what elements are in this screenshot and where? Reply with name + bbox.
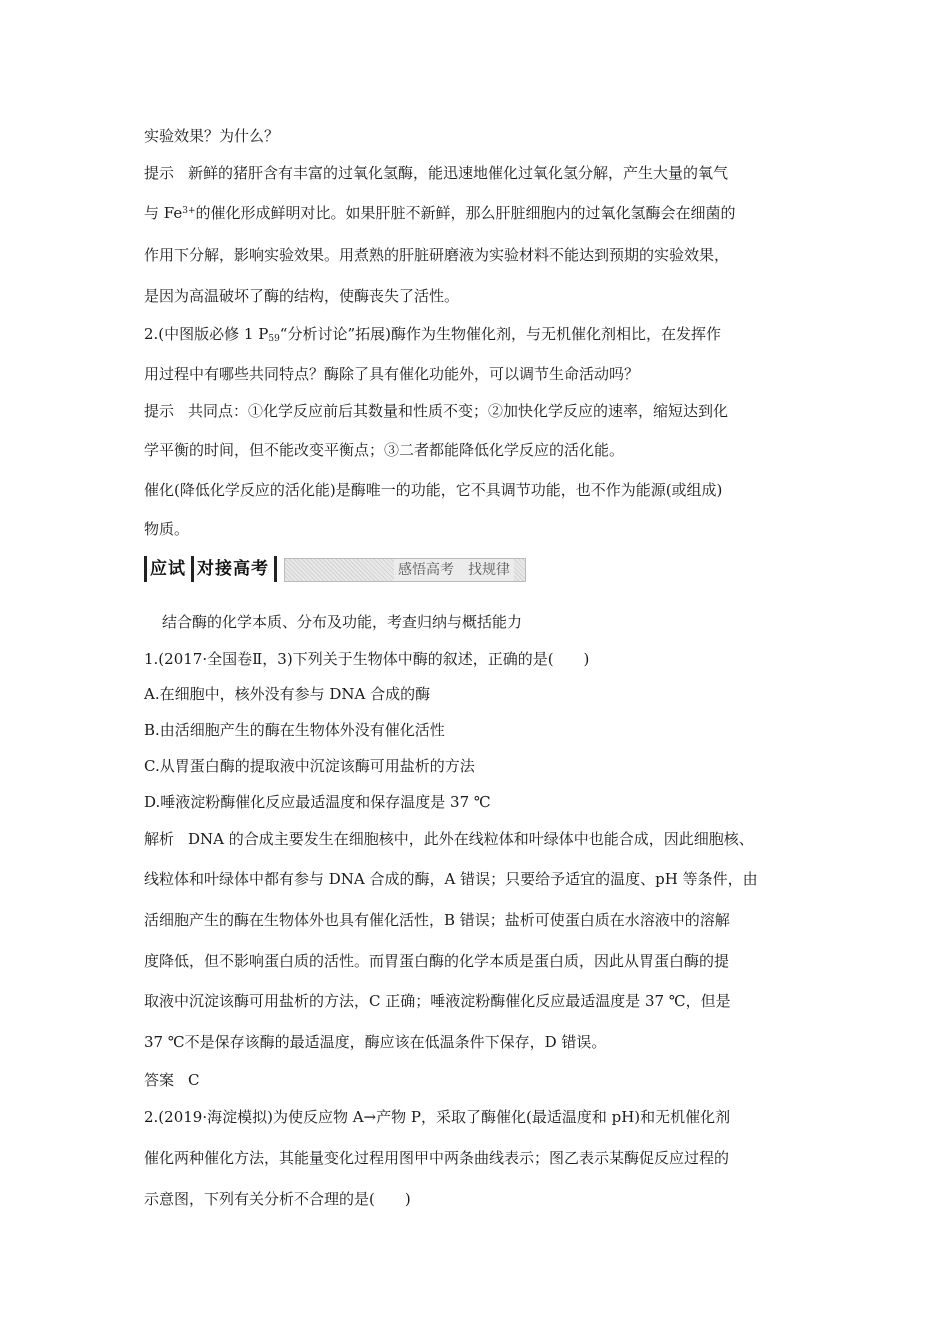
text-fe: 与 Fe bbox=[144, 204, 183, 222]
q1-tail-line-1: 实验效果？为什么？ bbox=[144, 127, 280, 145]
q1-hint-line-1 bbox=[144, 163, 728, 183]
ex1-analysis-line-4: 度降低，但不影响蛋白质的活性。而胃蛋白酶的化学本质是蛋白质，因此从胃蛋白酶的提 bbox=[144, 952, 730, 970]
analysis-text: DNA 的合成主要发生在细胞核中，此外在线粒体和叶绿体中也能合成，因此细胞核、 bbox=[188, 830, 754, 848]
ex1-option-a: A.在细胞中，核外没有参与 DNA 合成的酶 bbox=[144, 685, 431, 703]
ex1-answer bbox=[144, 1070, 200, 1090]
banner-bar-3 bbox=[274, 556, 277, 582]
section-banner bbox=[144, 555, 524, 583]
q2-hint-line-4: 物质。 bbox=[144, 520, 190, 538]
banner-bar-2 bbox=[191, 556, 194, 582]
section-intro: 结合酶的化学本质、分布及功能，考查归纳与概括能力 bbox=[162, 613, 523, 631]
ex1-option-b: B.由活细胞产生的酶在生物体外没有催化活性 bbox=[144, 721, 445, 739]
page-subscript: 59 bbox=[268, 334, 280, 344]
ex1-analysis-line-6: 37 ℃不是保存该酶的最适温度，酶应该在低温条件下保存，D 错误。 bbox=[144, 1033, 607, 1051]
ex1-analysis-line-3: 活细胞产生的酶在生物体外也具有催化活性，B 错误；盐析可使蛋白质在水溶液中的溶解 bbox=[144, 911, 730, 929]
q2-hint-line-1 bbox=[144, 401, 728, 421]
superscript-3plus: 3+ bbox=[182, 206, 196, 216]
banner-word-1: 应试 bbox=[150, 559, 186, 579]
answer-value: C bbox=[188, 1071, 200, 1089]
hint-text: 共同点：①化学反应前后其数量和性质不变；②加快化学反应的速率，缩短达到化 bbox=[188, 402, 729, 420]
ex1-analysis-line-2: 线粒体和叶绿体中都有参与 DNA 合成的酶，A 错误；只要给予适宜的温度、pH 等条件，由 bbox=[144, 870, 758, 888]
hint-text: 新鲜的猪肝含有丰富的过氧化氢酶，能迅速地催化过氧化氢分解，产生大量的氧气 bbox=[188, 164, 729, 182]
ex1-option-c: C.从胃蛋白酶的提取液中沉淀该酶可用盐析的方法 bbox=[144, 757, 475, 775]
analysis-label: 解析 bbox=[144, 830, 175, 848]
q2-source: 2.(中图版必修 1 P bbox=[144, 325, 269, 343]
q1-hint-line-4: 是因为高温破坏了酶的结构，使酶丧失了活性。 bbox=[144, 287, 460, 305]
q2-line-2: 用过程中有哪些共同特点？酶除了具有催化功能外，可以调节生命活动吗？ bbox=[144, 365, 640, 383]
hint-label: 提示 bbox=[144, 402, 175, 420]
q2-question: “分析讨论”拓展)酶作为生物催化剂，与无机催化剂相比，在发挥作 bbox=[279, 325, 721, 343]
ex2-line-2: 催化两种催化方法，其能量变化过程用图甲中两条曲线表示；图乙表示某酶促反应过程的 bbox=[144, 1149, 730, 1167]
banner-bar-1 bbox=[144, 556, 147, 582]
ex1-analysis-line-1 bbox=[144, 829, 754, 849]
banner-word-2: 对接高考 bbox=[197, 559, 269, 579]
ex1-stem: 1.(2017·全国卷Ⅱ，3)下列关于生物体中酶的叙述，正确的是( ) bbox=[144, 650, 590, 668]
q2-line-1 bbox=[144, 324, 721, 344]
answer-label: 答案 bbox=[144, 1071, 175, 1089]
q1-hint-line-2 bbox=[144, 203, 736, 223]
q2-hint-line-3: 催化(降低化学反应的活化能)是酶唯一的功能，它不具调节功能，也不作为能源(或组成) bbox=[144, 481, 723, 499]
ex1-option-d: D.唾液淀粉酶催化反应最适温度和保存温度是 37 ℃ bbox=[144, 793, 491, 811]
hint-label: 提示 bbox=[144, 164, 175, 182]
q1-hint-line-3: 作用下分解，影响实验效果。用煮熟的肝脏研磨液为实验材料不能达到预期的实验效果， bbox=[144, 246, 730, 264]
ex2-line-3: 示意图，下列有关分析不合理的是( ) bbox=[144, 1190, 411, 1208]
ex1-analysis-line-5: 取液中沉淀该酶可用盐析的方法，C 正确；唾液淀粉酶催化反应最适温度是 37 ℃，但是 bbox=[144, 992, 731, 1010]
q2-hint-line-2: 学平衡的时间，但不能改变平衡点；③二者都能降低化学反应的活化能。 bbox=[144, 441, 625, 459]
hint-text: 的催化形成鲜明对比。如果肝脏不新鲜，那么肝脏细胞内的过氧化氢酶会在细菌的 bbox=[195, 204, 736, 222]
ex2-line-1: 2.(2019·海淀模拟)为使反应物 A→产物 P，采取了酶催化(最适温度和 pH)和无机催化剂 bbox=[144, 1108, 731, 1126]
banner-tag: 感悟高考 找规律 bbox=[394, 559, 514, 581]
